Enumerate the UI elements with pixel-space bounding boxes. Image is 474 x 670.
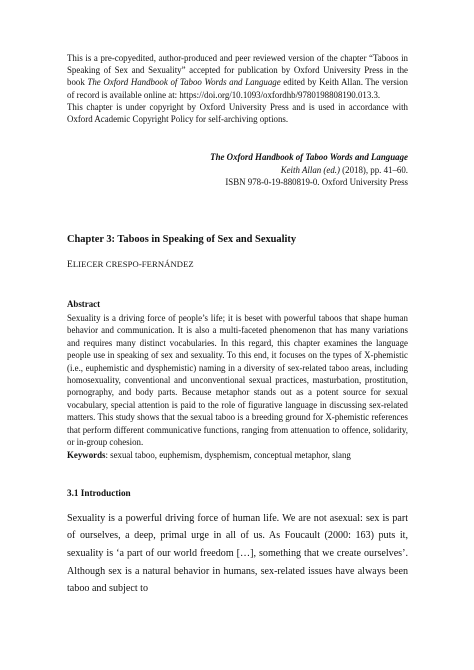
preprint-statement-text: This is a pre-copyedited, author-produced and peer reviewed version of the chapter “Taboos in Speaking of Sex and Sexuality” accepted for publication by Oxford University Press in the book <box>67 53 408 88</box>
citation-isbn: ISBN 978-0-19-880819-0. Oxford University Press <box>225 177 408 188</box>
author-initial: E <box>67 260 73 270</box>
citation-book-title: The Oxford Handbook of Taboo Words and Language <box>210 152 408 163</box>
section-heading-introduction: 3.1 Introduction <box>67 487 131 498</box>
abstract-text: Sexuality is a driving force of people’s life; it is beset with powerful taboos that shape human behavior and communication. It is also a multi-faceted phenomenon that has many variations and requires many distinct vocabularies. In this regard, this chapter examines the language people use in speaking of sex and sexuality. To this end, it focuses on the types of X-phemistic (i.e., euphemistic and dysphemistic) naming in a diversity of sex-related taboo areas, including homosexuality, conventional and unconventional sexual practices, masturbation, prostitution, pornography, and body parts. Because metaphor stands out as a potent source for sexual vocabulary, special attention is paid to the role of figurative language in discussing sex-related matters. This study shows that the sexual taboo is a breeding ground for X-phemistic references that perform different communicative functions, ranging from attenuation to offence, solidarity, or in-group cohesion. <box>67 313 408 448</box>
keywords-line <box>67 449 408 461</box>
abstract-heading: Abstract <box>67 299 101 309</box>
book-title-italic: The Oxford Handbook of Taboo Words and Language <box>87 77 281 88</box>
citation-editor-name: Keith Allan (ed.) <box>280 164 340 175</box>
keywords-label: Keywords <box>67 450 106 461</box>
copyright-statement: This chapter is under copyright by Oxford University Press and is used in accordance with Oxford Academic Copyright Policy for self-archiving options. <box>67 101 408 125</box>
keywords-list: : sexual taboo, euphemism, dysphemism, conceptual metaphor, slang <box>105 450 351 461</box>
chapter-title: Chapter 3: Taboos in Speaking of Sex and Sexuality <box>67 234 297 245</box>
citation-editor <box>67 164 408 177</box>
preprint-statement-end: edited by Keith Allan. The version of record is available online at: https://doi.org/10.1093/oxfordhb/9780198808190.013.3. <box>67 77 408 100</box>
citation-pages: (2018), pp. 41–60. <box>339 164 408 175</box>
introduction-text: Sexuality is a powerful driving force of human life. We are not asexual: sex is part of ourselves, a deep, primal urge in all of us. As Foucault (2000: 163) puts it, sexuality is ‘a part of our world freedom […], something that we create ourselves’. Although sex is a natural behavior in humans, sex-related issues have always been taboo and subject to <box>67 512 408 595</box>
author-name <box>67 259 408 270</box>
citation-block <box>67 151 408 189</box>
author-name-rest: LIECER CRESPO-FERNÁNDEZ <box>72 259 194 269</box>
preprint-statement <box>67 52 408 101</box>
copyright-notice <box>67 52 408 125</box>
